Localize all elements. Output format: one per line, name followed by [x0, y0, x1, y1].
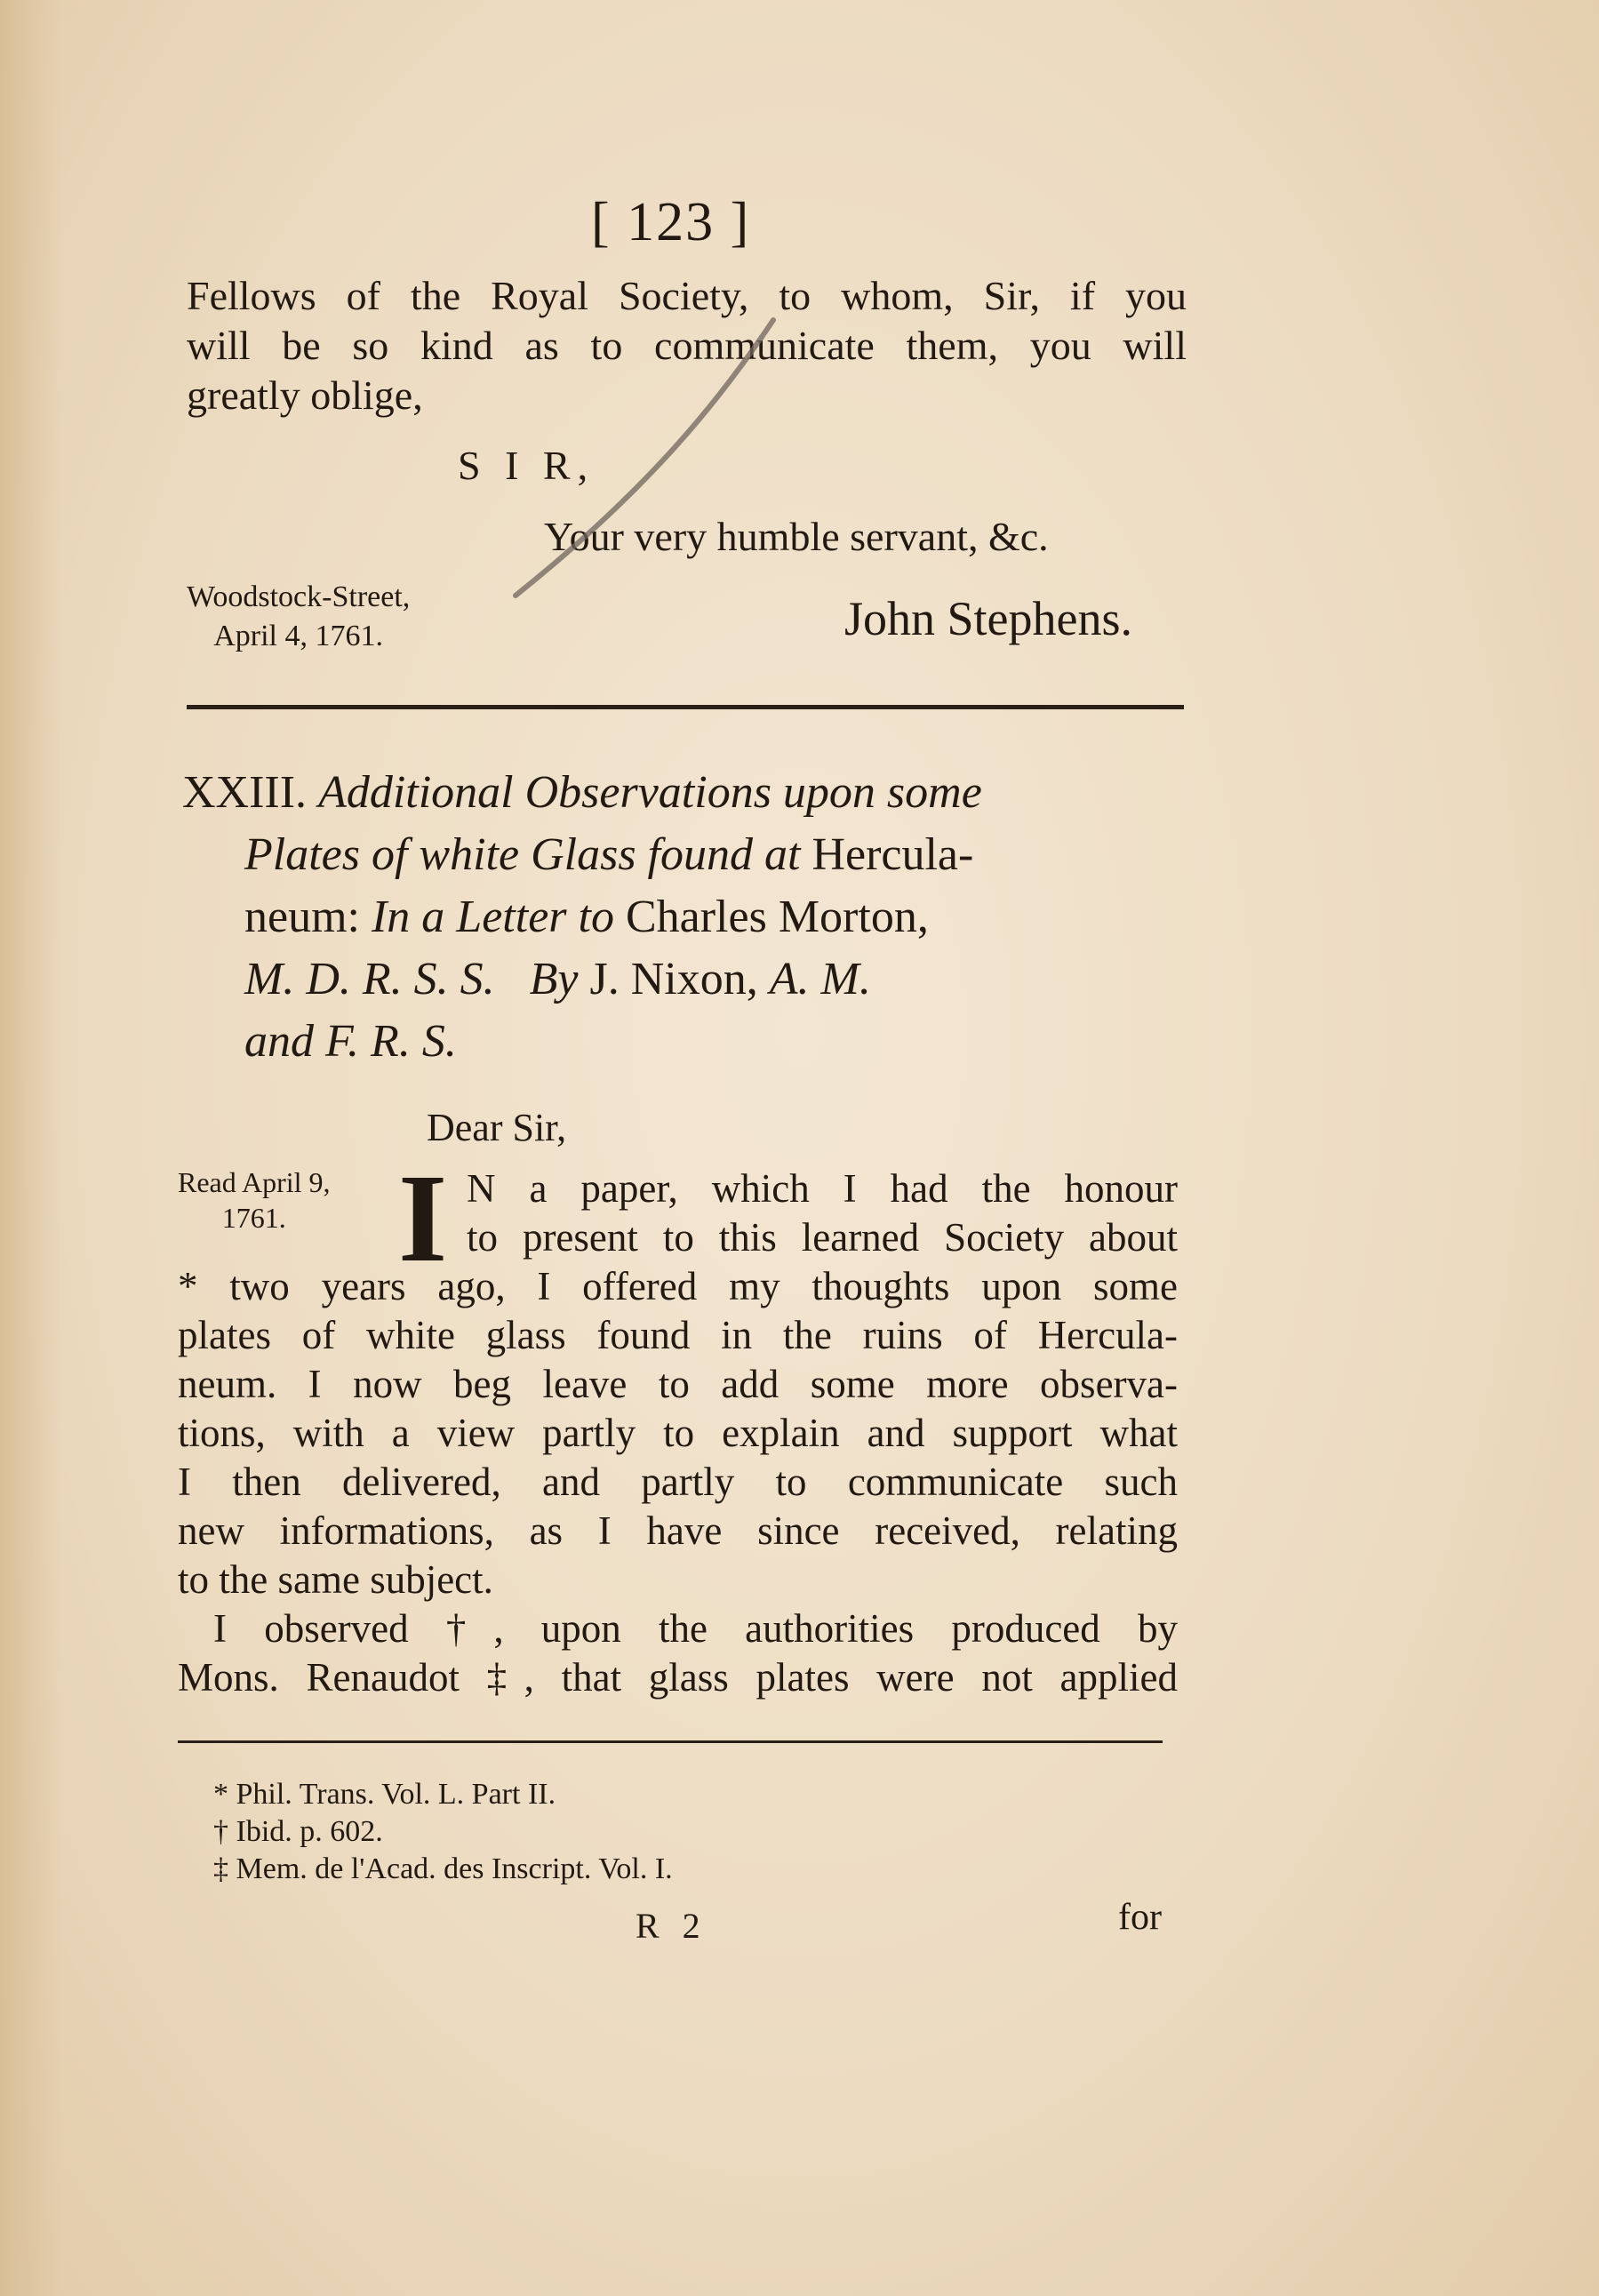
page-number: [ 123 ] [591, 192, 751, 252]
body-line: to present to this learned Society about [467, 1215, 1178, 1260]
signature: John Stephens. [844, 592, 1132, 645]
closing-line: Your very humble servant, &c. [544, 514, 1049, 559]
title-italic: and F. R. S. [244, 1016, 457, 1067]
pencil-mark [498, 302, 791, 604]
read-note-year: 1761. [221, 1202, 286, 1234]
read-note-date: Read April 9, [178, 1166, 331, 1198]
title-italic: M. D. R. S. S. [244, 954, 495, 1004]
title-italic: Additional Observations upon some [318, 767, 982, 818]
article-title [182, 762, 982, 1073]
salutation: S I R, [458, 443, 596, 488]
body-line: new informations, as I have since received, relating [178, 1508, 1178, 1553]
body-line: to the same subject. [178, 1557, 493, 1602]
title-italic: By [529, 954, 579, 1004]
read-note [178, 1164, 331, 1236]
section-rule [187, 705, 1184, 709]
title-italic: In a Letter to [371, 892, 614, 942]
body-line: I observed †, upon the authorities produced by [213, 1606, 1178, 1651]
letter-line: greatly oblige, [187, 372, 423, 418]
body-line: neum. I now beg leave to add some more observa- [178, 1362, 1178, 1406]
article-number: XXIII. [182, 767, 308, 818]
footnote: * Phil. Trans. Vol. L. Part II. [213, 1778, 556, 1811]
letter-line: will be so kind as to communicate them, you will [187, 323, 1187, 368]
signature-mark: R 2 [636, 1906, 708, 1946]
body-line: * two years ago, I offered my thoughts upon some [178, 1264, 1178, 1308]
body-line: plates of white glass found in the ruins of Hercula- [178, 1313, 1178, 1357]
greeting: Dear Sir, [427, 1106, 567, 1149]
footnotes [213, 1776, 673, 1888]
letter-line: Fellows of the Royal Society, to whom, Sir, if you [187, 273, 1187, 318]
title-roman: J. Nixon, [589, 954, 758, 1004]
page-edge-shadow [0, 0, 62, 2296]
place-line: Woodstock-Street, [187, 580, 411, 613]
catchword: for [1118, 1897, 1162, 1938]
title-italic: A. M. [769, 954, 871, 1004]
title-roman: Hercula- [811, 829, 974, 880]
footnote: † Ibid. p. 602. [213, 1815, 383, 1848]
footnote-rule [178, 1740, 1163, 1743]
body-line: tions, with a view partly to explain and support what [178, 1411, 1178, 1455]
body-line: Mons. Renaudot ‡, that glass plates were not applied [178, 1655, 1178, 1700]
title-italic: Plates of white Glass found at [244, 829, 801, 880]
letter-place-date [187, 578, 410, 656]
body-line: N a paper, which I had the honour [467, 1166, 1178, 1211]
footnote: ‡ Mem. de l'Acad. des Inscript. Vol. I. [213, 1852, 673, 1885]
date-line: April 4, 1761. [213, 620, 384, 652]
drop-cap: I [398, 1148, 448, 1288]
body-line: I then delivered, and partly to communicate such [178, 1460, 1178, 1504]
title-roman: Charles Morton, [625, 892, 929, 942]
title-roman: neum: [244, 892, 360, 942]
